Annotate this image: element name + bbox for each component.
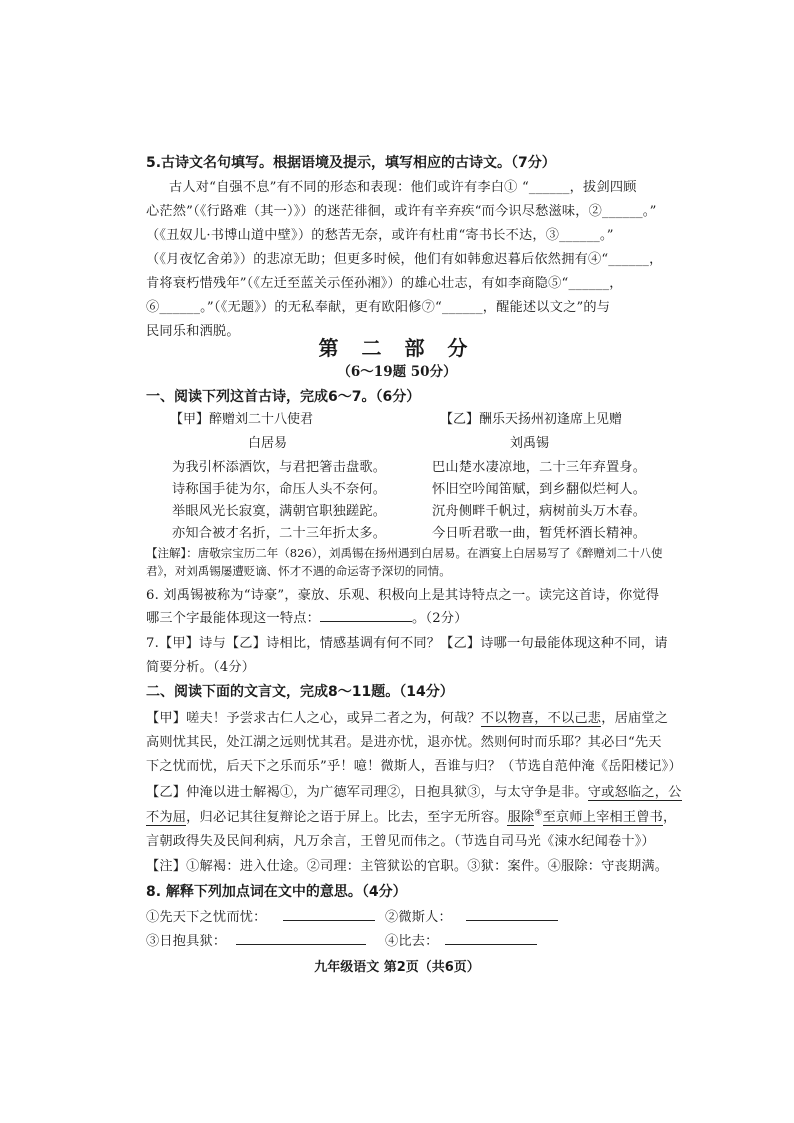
q5-line-5: 肯将衰朽惜残年”（《左迁至蓝关示侄孙湘》）的雄心壮志，有如李商隐⑤“______， (146, 276, 623, 291)
passage-b-line-3: 言朝政得失及民间利病，凡万余言，王曾见而伟之。（节选自司马光《涑水纪闻卷十》） (146, 834, 655, 849)
q8-item-2-label: ②微斯人： (385, 910, 452, 925)
poem-a-title: 【甲】醉赠刘二十八使君 (170, 412, 314, 427)
q6-line-2 (146, 607, 468, 626)
passage-a-line-1-pre: 【甲】嗟夫！予尝求古仁人之心，或异二者之为，何哉？ (146, 711, 481, 726)
section2-heading: 二、阅读下面的文言文，完成8～11题。（14分） (146, 684, 454, 700)
section1-heading: 一、阅读下列这首古诗，完成6～7。（6分） (146, 389, 421, 405)
passage-b-underlined-phrase-1: 守或怒临之，公 (587, 785, 682, 800)
section1-note-line-2: 君》，对刘禹锡屡遭贬谪、怀才不遇的命运寄予深切的同情。 (146, 564, 451, 578)
page-footer: 九年级语文 第2页（共6页） (314, 960, 480, 975)
q8-item-1-label: ①先天下之忧而忧： (146, 910, 267, 925)
q6-line-2-prefix: 哪三个字最能体现这一特点： (146, 611, 321, 626)
q5-line-2: 心茫然”（《行路难（其一）》）的迷茫徘徊，或许有辛弃疾“而今识尽愁滋味，②______。” (146, 204, 657, 219)
q7-line-1: 7.【甲】诗与【乙】诗相比，情感基调有何不同？【乙】诗哪一句最能体现这种不同，请 (146, 636, 668, 651)
section1-note-line-1: 【注解】：唐敬宗宝历二年（826），刘禹锡在扬州遇到白居易。在酒宴上白居易写了《醉赠刘二十八使 (146, 546, 663, 560)
q5-line-1: 古人对“自强不息”有不同的形态和表现：他们或许有李白① “______，拔剑四顾 (169, 180, 637, 195)
q6-line-2-suffix: 。（2分） (412, 611, 468, 626)
q8-item-3-label: ③日抱具狱： (146, 934, 227, 949)
q6-answer-blank[interactable] (320, 607, 412, 622)
q8-item-4 (385, 930, 537, 949)
passage-a-underlined-phrase: 不以物喜，不以己悲 (480, 711, 602, 726)
passage-b-underlined-fuchu: 服除 (507, 810, 535, 825)
passage-a-line-3: 下之忧而忧，后天下之乐而乐”乎！噫！微斯人，吾谁与归？（节选自范仲淹《岳阳楼记》） (146, 759, 682, 774)
poem-b-line-4: 今日听君歌一曲，暂凭杯酒长精神。 (432, 526, 647, 541)
poem-b-line-1: 巴山楚水凄凉地，二十三年弃置身。 (432, 460, 647, 475)
q8-item-2-blank[interactable] (466, 906, 558, 921)
q8-item-3 (146, 930, 366, 949)
passage-b-line-1 (146, 781, 682, 800)
passage-a-line-2: 高则忧其民，处江湖之远则忧其君。是进亦忧，退亦忧。然则何时而乐耶？其必曰“先天 (146, 735, 662, 750)
q5-line-4: （《月夜忆舍弟》）的悲凉无助；但更多时候，他们有如韩愈迟暮后依然拥有④“______， (146, 252, 663, 267)
part-two-subtitle: （6～19题 50分） (337, 364, 457, 380)
poem-b-line-3: 沉舟侧畔千帆过，病树前头万木春。 (432, 504, 647, 519)
q8-item-4-blank[interactable] (445, 930, 537, 945)
q8-item-3-blank[interactable] (236, 930, 366, 945)
passage-b-line-1-pre: 【乙】仲淹以进士解褐①，为广德军司理②，日抱具狱③，与太守争是非。 (146, 785, 588, 800)
passage-b-footnote-mark: ④ (534, 808, 543, 819)
q8-item-1 (146, 906, 375, 925)
q5-heading: 5.古诗文名句填写。根据语境及提示，填写相应的古诗文。（7分） (146, 155, 556, 171)
q8-heading-text: 8. 解释下列加点词在文中的意思。（4分） (146, 884, 407, 900)
section2-note: 【注】①解褐：进入仕途。②司理：主管狱讼的官职。③狱：案件。④服除：守丧期满。 (146, 859, 669, 874)
poem-b-line-2: 怀旧空吟闻笛赋，到乡翻似烂柯人。 (432, 482, 647, 497)
poem-a-author: 白居易 (248, 436, 288, 451)
q5-line-7: 民同乐和洒脱。 (146, 324, 240, 339)
q5-line-3: （《丑奴儿·书博山道中壁》）的愁苦无奈，或许有杜甫“寄书长不达，③______。” (146, 228, 614, 243)
poem-a-line-3: 举眼风光长寂寞，满朝官职独蹉跎。 (172, 504, 387, 519)
part-two-title: 第 二 部 分 (318, 336, 476, 360)
poem-b-title: 【乙】酬乐天扬州初逢席上见赠 (440, 412, 623, 427)
q6-line-1: 6. 刘禹锡被称为“诗豪”，豪放、乐观、积极向上是其诗特点之一。读完这首诗，你觉得 (146, 588, 660, 603)
q8-item-4-label: ④比去： (385, 934, 439, 949)
q5-line-6: ⑥______。”（《无题》）的无私奉献，更有欧阳修⑦“______，醒能述以文之”的与 (146, 300, 611, 315)
passage-b-line-2-post: ， (663, 810, 677, 825)
q8-item-2 (385, 906, 558, 925)
passage-b-line-2 (146, 806, 676, 825)
passage-b-underlined-phrase-1-end: 不为屈 (146, 810, 187, 825)
poem-b-author: 刘禹锡 (510, 436, 550, 451)
passage-a-line-1-post: ，居庙堂之 (601, 711, 669, 726)
poem-a-line-1: 为我引杯添酒饮，与君把箸击盘歌。 (172, 460, 387, 475)
poem-a-line-4: 亦知合被才名折，二十三年折太多。 (172, 526, 387, 541)
q7-line-2: 简要分析。（4分） (146, 660, 256, 675)
passage-a-line-1 (146, 707, 668, 726)
passage-b-underlined-phrase-2: 至京师上宰相王曾书 (542, 810, 664, 825)
q8-item-1-blank[interactable] (283, 906, 375, 921)
poem-a-line-2: 诗称国手徒为尔，命压人头不奈何。 (172, 482, 387, 497)
passage-b-line-2-mid: ，归必记其往复辩论之语于屏上。比去，至字无所容。 (186, 810, 508, 825)
